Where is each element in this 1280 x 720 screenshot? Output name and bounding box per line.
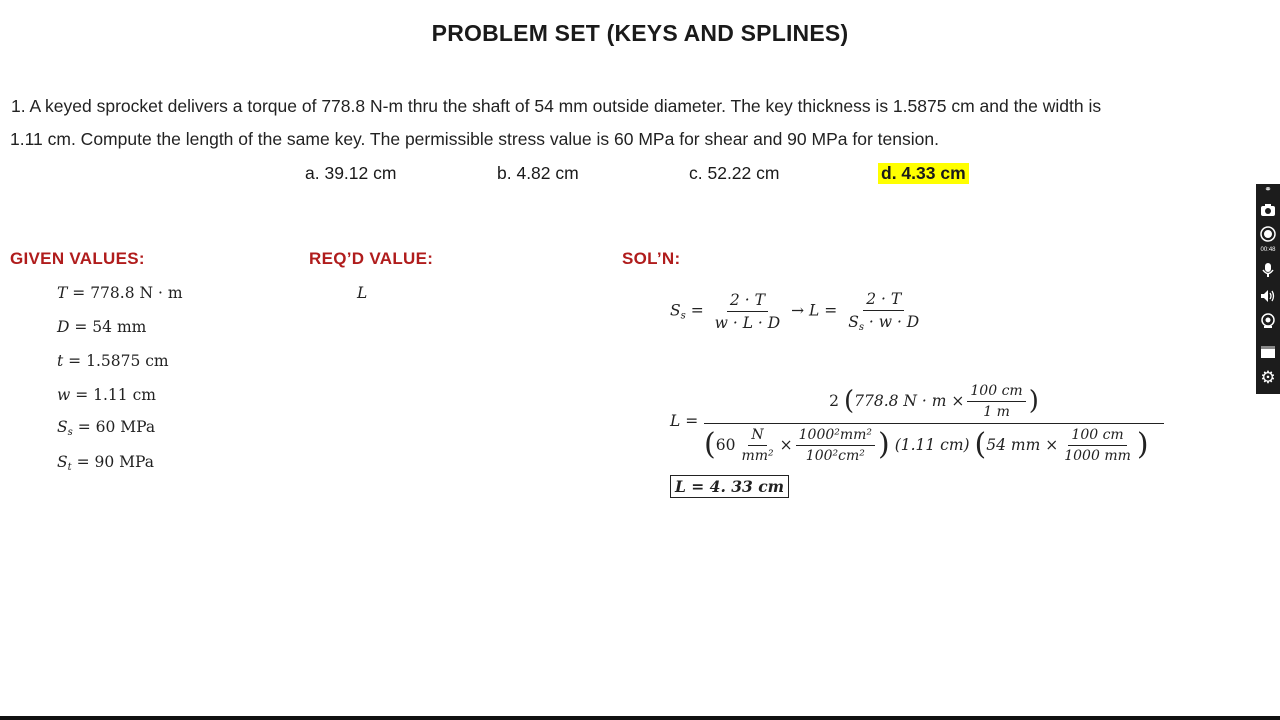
microphone-icon[interactable] <box>1258 260 1278 280</box>
recording-time: 00:48 <box>1260 247 1276 253</box>
substitution-denominator: ( 60 $\frac{N}{\text{mm²}}$ × $\frac{\text{1000²mm²}}{\text{100²cm²}}$ ) (1.11 cm) ( 54 mm × $\frac{100 cm}{1000 mm}$ ) <box>704 426 1149 464</box>
camera-icon[interactable] <box>1258 200 1278 220</box>
given-tension-stress: $S_t = 90$ MPa <box>57 453 155 473</box>
solution-heading: SOL’N: <box>622 249 681 268</box>
choice-d-answer: d. 4.33 cm <box>878 163 969 184</box>
given-values-heading: GIVEN VALUES: <box>10 249 145 268</box>
given-diameter: D = 54 mm <box>57 318 147 336</box>
required-value-heading: REQ’D VALUE: <box>309 249 434 268</box>
substitution-fraction <box>704 382 1164 466</box>
problem-line-1: 1. A keyed sprocket delivers a torque of 778.8 N-m thru the shaft of 54 mm outside diameter. The key thickness is 1.5875 cm and the width is <box>11 96 1102 116</box>
given-width: w = 1.11 cm <box>57 386 156 404</box>
choice-a: a. 39.12 cm <box>305 163 397 183</box>
choice-c: c. 52.22 cm <box>689 163 780 183</box>
gear-icon[interactable]: ⚙ <box>1260 368 1276 388</box>
recorder-toolbar <box>1256 184 1280 394</box>
given-torque: T = 778.8 N · m <box>57 284 183 302</box>
problem-line-2: 1.11 cm. Compute the length of the same key. The permissible stress value is 60 MPa for shear and 90 MPa for tension. <box>10 129 939 149</box>
bottom-border <box>0 716 1280 720</box>
result-box: L = 4. 33 cm <box>670 477 789 496</box>
link-icon[interactable]: ⚭ <box>1264 185 1272 195</box>
window-icon[interactable] <box>1258 342 1278 362</box>
choice-b: b. 4.82 cm <box>497 163 579 183</box>
substitution-numerator: 2 ( 778.8 N · m × $\frac{100 cm}{1 m}$ ) <box>704 382 1164 424</box>
record-icon[interactable] <box>1258 224 1278 244</box>
page-title: PROBLEM SET (KEYS AND SPLINES) <box>431 20 849 46</box>
speaker-icon[interactable] <box>1258 286 1278 306</box>
required-value: L <box>357 284 368 302</box>
substitution-lhs: L = <box>670 412 699 430</box>
given-thickness: t = 1.5875 cm <box>57 352 169 370</box>
webcam-icon[interactable] <box>1258 311 1278 331</box>
formula: $S_s$ = $\frac{2 \cdot T}{w \cdot L \cdot D}$ → L = $\frac{2 \cdot T}{S_s \cdot w \cdot D}$ <box>670 290 920 333</box>
given-shear-stress: $S_s = 60$ MPa <box>57 418 156 438</box>
